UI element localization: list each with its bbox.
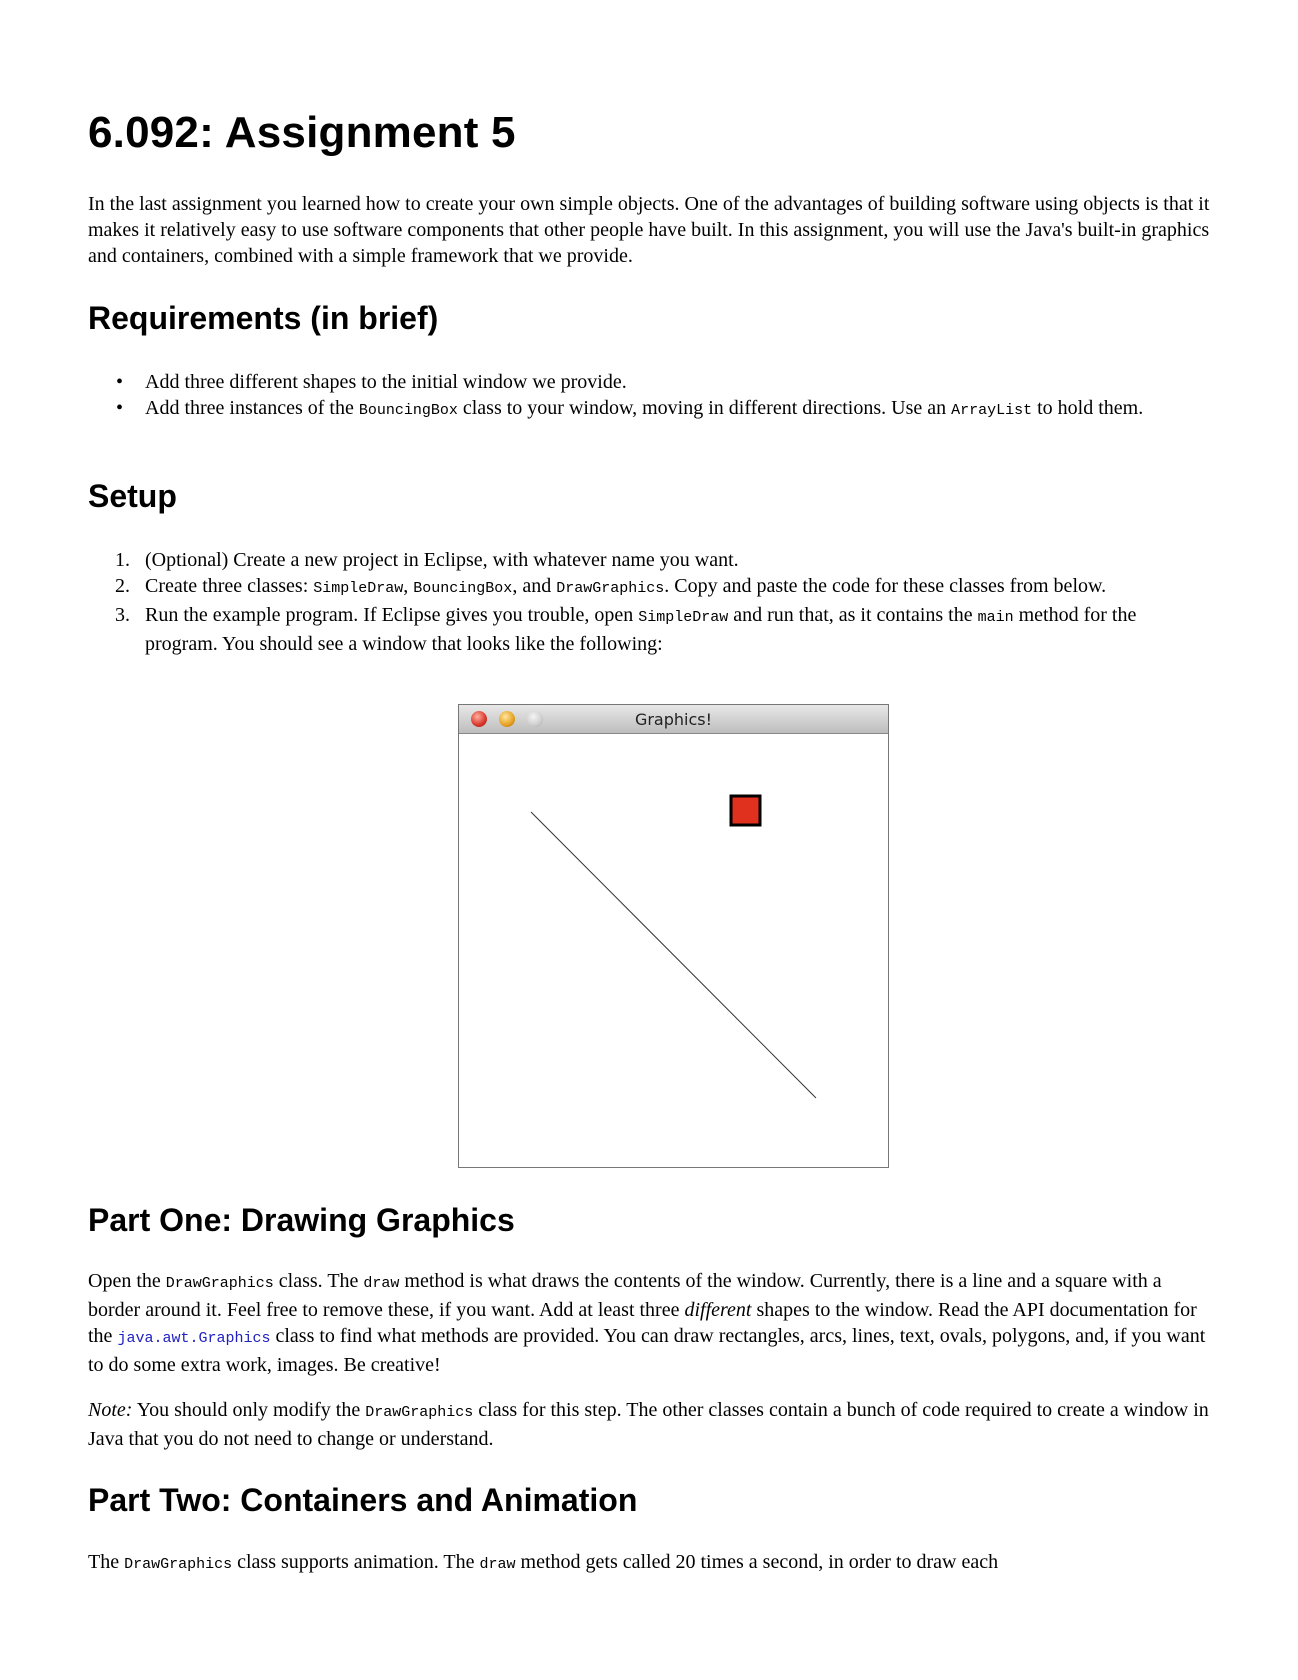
api-docs-link[interactable]: java.awt.Graphics (117, 1330, 271, 1347)
step-number: 3. (115, 604, 130, 626)
list-item: • Add three different shapes to the initial window we provide. (116, 371, 627, 393)
page-title: 6.092: Assignment 5 (88, 108, 516, 157)
drawing-canvas (459, 734, 888, 1167)
list-item: • Add three instances of the BouncingBox class to your window, moving in different directions. Use an ArrayList to hold them. (116, 397, 1144, 419)
bordered-square (731, 796, 760, 825)
note-paragraph: Note: You should only modify the DrawGraphics class for this step. The other classes contain a bunch of code required to create a window in Java that you do not need to change or understand. (88, 1399, 1209, 1450)
list-item: 2. Create three classes: SimpleDraw, BouncingBox, and DrawGraphics. Copy and paste the code for these classes from below. (115, 575, 1107, 597)
diagonal-line (531, 812, 816, 1098)
step-number: 2. (115, 575, 130, 597)
intro-paragraph: In the last assignment you learned how to create your own simple objects. One of the advantages of building software using objects is that it makes it relatively easy to use software components that other people have built. In this assignment, you will use the Java's built-in graphics and containers, combined with a simple framework that we provide. (88, 193, 1210, 267)
window-titlebar (459, 705, 888, 734)
part-one-heading: Part One: Drawing Graphics (88, 1202, 515, 1238)
setup-heading: Setup (88, 478, 177, 514)
window-title: Graphics! (634, 710, 713, 729)
part-one-paragraph: Open the DrawGraphics class. The draw method is what draws the contents of the window. Currently, there is a line and a square with a border around it. Feel free to remove these, if you want. Add at least three different shapes to the window. Read the API documentation for the java.awt.Graphics class to find what methods are provided. You can draw rectangles, arcs, lines, text, ovals, polygons, and, if you want to do some extra work, images. Be creative! (88, 1270, 1206, 1376)
requirements-heading: Requirements (in brief) (88, 300, 439, 336)
part-two-heading: Part Two: Containers and Animation (88, 1482, 638, 1518)
list-item: 3. Run the example program. If Eclipse gives you trouble, open SimpleDraw and run that, as it contains the main method for the program. You should see a window that looks like the following: (115, 604, 1137, 655)
part-two-paragraph: The DrawGraphics class supports animation. The draw method gets called 20 times a second, in order to draw each (88, 1551, 999, 1573)
step-number: 1. (115, 549, 130, 571)
bullet-icon: • (116, 397, 124, 419)
graphics-window-figure (458, 704, 889, 1168)
list-item: 1. (Optional) Create a new project in Eclipse, with whatever name you want. (115, 549, 739, 571)
bullet-icon: • (116, 371, 124, 393)
setup-steps-list (88, 547, 1213, 657)
requirements-list (88, 369, 1213, 424)
